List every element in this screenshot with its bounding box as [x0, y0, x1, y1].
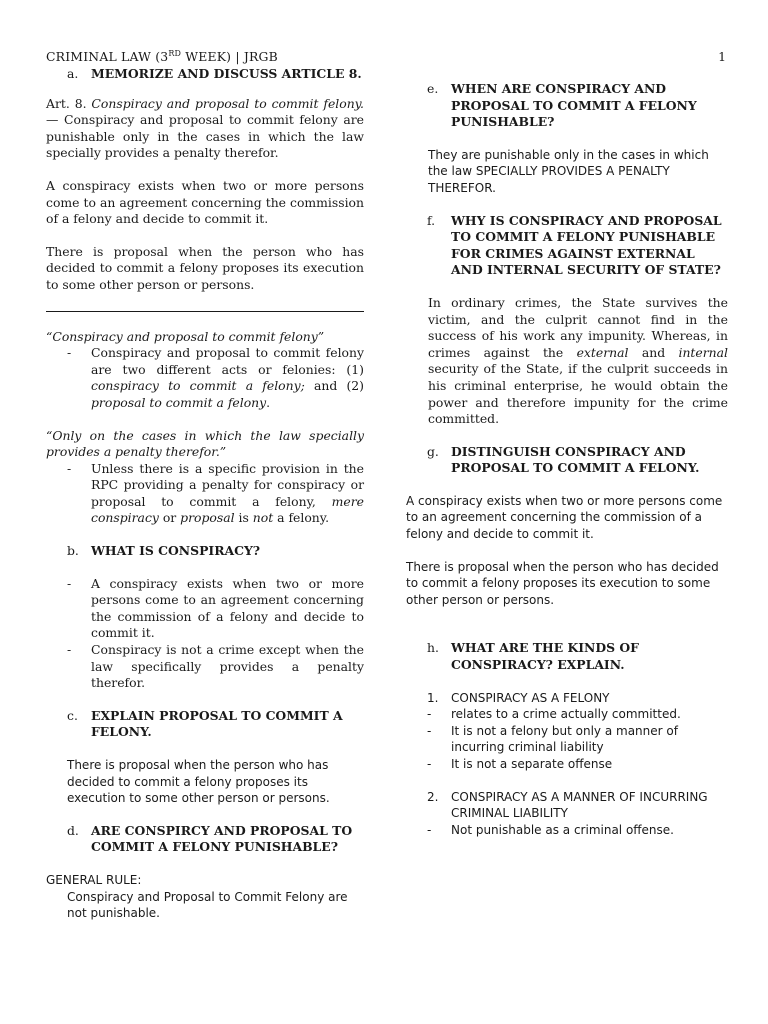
distinguish-proposal: There is proposal when the person who has decided to commit a felony proposes its execution to some other person or persons.: [406, 559, 719, 607]
left-column: [46, 66, 364, 922]
general-rule-text: Conspiracy and Proposal to Commit Felony are not punishable.: [67, 889, 348, 921]
security-of-state-answer: In ordinary crimes, the State survives the victim, and the culprit cannot find in the success of his work any impunity. Whereas, in crimes against the external and internal security of the State, if the culprit succeeds in his criminal enterprise, he would obtain the power and therefore impunity for the crime committed.: [428, 294, 728, 427]
quote-conspiracy: “Conspiracy and proposal to commit felony”: [46, 328, 325, 344]
proposal-definition: There is proposal when the person who has decided to commit a felony proposes its execution to some other person or persons.: [46, 243, 364, 292]
conspiracy-kind-2-bullets: [406, 822, 728, 839]
list-item: - It is not a felony but only a manner of incurring criminal liability: [427, 723, 678, 755]
question-b-heading: b. WHAT IS CONSPIRACY?: [67, 543, 261, 559]
question-c-heading: c. EXPLAIN PROPOSAL TO COMMIT A FELONY.: [67, 707, 343, 740]
list-item: - Unless there is a specific provision in the RPC providing a penalty for conspiracy or proposal to commit a felony, mere conspiracy or proposal is not a felony.: [67, 460, 364, 526]
proposal-explanation: There is proposal when the person who has decided to commit a felony proposes its execution to some other person or persons.: [67, 758, 330, 806]
page-header: [46, 49, 726, 67]
punishable-answer: They are punishable only in the cases in which the law SPECIALLY PROVIDES A PENALTY THEREFOR.: [428, 147, 709, 195]
list-item: - relates to a crime actually committed.: [427, 707, 681, 722]
conspiracy-definition: A conspiracy exists when two or more persons come to an agreement concerning the commission of a felony and decide to commit it.: [46, 177, 364, 227]
page-number: 1: [718, 49, 726, 64]
question-g-heading: g. DISTINGUISH CONSPIRACY AND PROPOSAL TO COMMIT A FELONY.: [427, 443, 700, 476]
distinguish-conspiracy: A conspiracy exists when two or more persons come to an agreement concerning the commission of a felony and decide to commit it.: [406, 493, 723, 542]
conspiracy-kind-1: 1. CONSPIRACY AS A FELONY: [427, 690, 610, 705]
question-h-heading: h. WHAT ARE THE KINDS OF CONSPIRACY? EXPLAIN.: [427, 640, 639, 673]
question-e-heading: e. WHEN ARE CONSPIRACY AND PROPOSAL TO COMMIT A FELONY PUNISHABLE?: [427, 81, 697, 130]
question-f-heading: f. WHY IS CONSPIRACY AND PROPOSAL TO COMMIT A FELONY PUNISHABLE FOR CRIMES AGAINST EXTERNAL AND INTERNAL SECURITY OF STATE?: [427, 212, 722, 278]
list-item: - It is not a separate offense: [427, 757, 613, 771]
quote-special-penalty: “Only on the cases in which the law specially provides a penalty therefor.”: [46, 427, 364, 460]
conspiracy-kind-2: 2. CONSPIRACY AS A MANNER OF INCURRING CRIMINAL LIABILITY: [427, 789, 708, 821]
question-a-heading: a. MEMORIZE AND DISCUSS ARTICLE 8.: [67, 66, 362, 81]
general-rule-label: GENERAL RULE:: [46, 872, 142, 887]
conspiracy-kind-1-bullets: [406, 706, 728, 772]
document-title: CRIMINAL LAW (3RD WEEK) | JRGB: [46, 49, 278, 64]
article-8-text: Art. 8. Conspiracy and proposal to commit felony. — Conspiracy and proposal to commit felony are punishable only in the cases in which the law specially provides a penalty therefor.: [46, 95, 364, 161]
list-item: - Conspiracy is not a crime except when the law specifically provides a penalty therefor.: [67, 642, 364, 691]
list-item: - Conspiracy and proposal to commit felony are two different acts or felonies: (1) conspiracy to commit a felony; and (2) proposal to commit a felony.: [67, 345, 364, 410]
question-d-heading: d. ARE CONSPIRCY AND PROPOSAL TO COMMIT A FELONY PUNISHABLE?: [67, 822, 353, 855]
right-column: [406, 81, 728, 838]
list-item: - A conspiracy exists when two or more persons come to an agreement concerning the commission of a felony and decide to commit it.: [67, 575, 364, 641]
section-divider: [46, 311, 364, 312]
list-item: - Not punishable as a criminal offense.: [427, 822, 674, 837]
